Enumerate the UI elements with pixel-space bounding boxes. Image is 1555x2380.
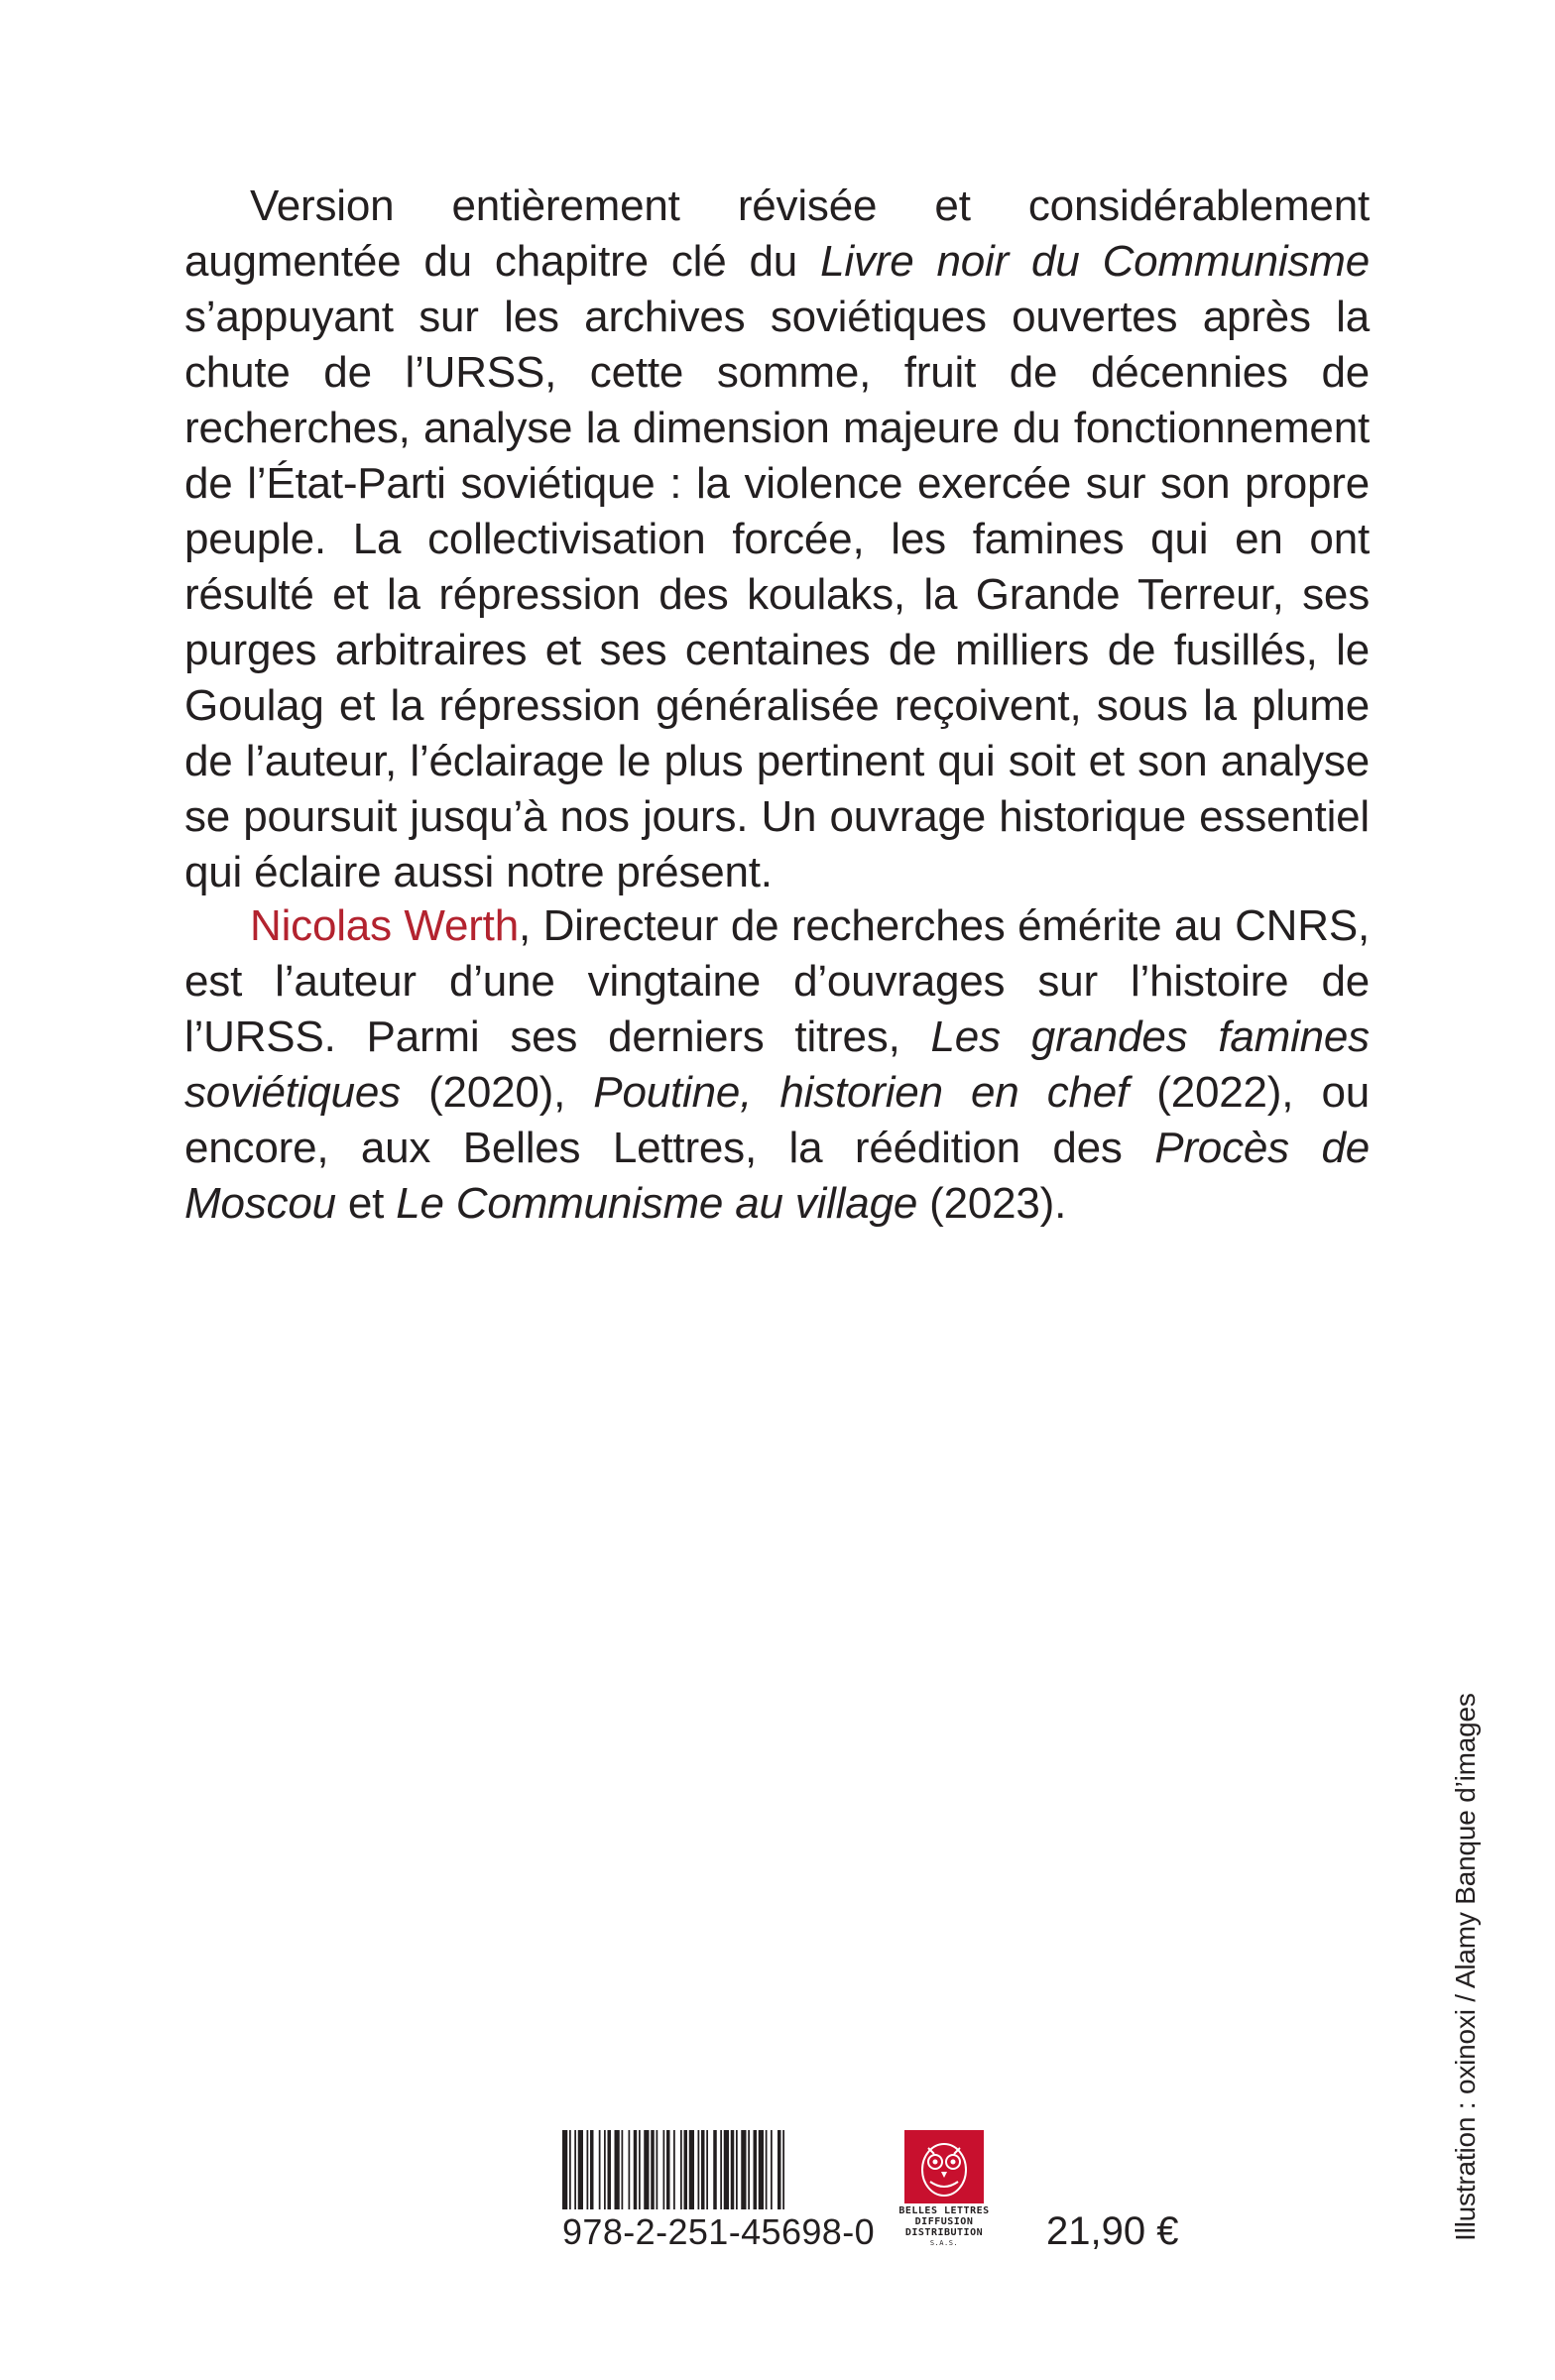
- author-bio-text: , Directeur de recherches émérite au CNRS, est l’auteur d’une vingtaine d’ouvrages sur l’histoire de l’URSS. Parmi ses derniers titres,: [184, 901, 1370, 1061]
- barcode-bar: [680, 2130, 682, 2209]
- barcode-bar: [771, 2130, 773, 2209]
- barcode-bar: [766, 2130, 768, 2209]
- distributor-line: DISTRIBUTION: [904, 2227, 984, 2238]
- distributor-line: S.A.S.: [929, 2239, 959, 2247]
- barcode-bar: [759, 2130, 764, 2209]
- author-bio-book-title: Le Communisme au village: [396, 1179, 918, 1228]
- barcode-bar: [622, 2130, 624, 2209]
- barcode-bar: [720, 2130, 722, 2209]
- barcode-bar: [615, 2130, 620, 2209]
- barcode-bar: [644, 2130, 649, 2209]
- barcode-bar: [608, 2130, 612, 2209]
- barcode-bar: [657, 2130, 658, 2209]
- barcode-bar: [562, 2130, 567, 2209]
- barcode-bar: [634, 2130, 638, 2209]
- barcode-bar: [590, 2130, 594, 2209]
- barcode-bar: [778, 2130, 781, 2209]
- distributor-line: BELLES LETTRES: [898, 2205, 990, 2216]
- barcode-bar: [741, 2130, 746, 2209]
- barcode-bar: [569, 2130, 571, 2209]
- barcode-bar: [574, 2130, 576, 2209]
- barcode-bar: [587, 2130, 589, 2209]
- barcode-bar: [639, 2130, 641, 2209]
- blurb-text: Version entièrement révisée et considérablement augmentée du chapitre clé du: [184, 181, 1370, 286]
- barcode-bar: [684, 2130, 688, 2209]
- blurb-text: s’appuyant sur les archives soviétiques ouvertes après la chute de l’URSS, cette somme, fruit de décennies de recherches, analyse la dimension majeure du fonctionnement de l’État-Parti soviétique : la violence exercée sur son propre peuple. La collectivisation forcée, les famines qui en ont résulté et la répression des koulaks, la Grande Terreur, ses purges arbitraires et ses centaines de milliers de fusillés, le Goulag et la répression généralisée reçoivent, sous la plume de l’auteur, l’éclairage le plus pertinent qui soit et son analyse se poursuit jusqu’à nos jours. Un ouvrage historique essentiel qui éclaire aussi notre présent.: [184, 293, 1370, 896]
- barcode-bar: [698, 2130, 700, 2209]
- distributor-name: [898, 2205, 990, 2249]
- barcode-bar: [663, 2130, 665, 2209]
- isbn-number: 978-2-251-45698-0: [562, 2211, 876, 2252]
- barcode-bar: [673, 2130, 675, 2209]
- illustration-credit: Illustration : oxinoxi / Alamy Banque d’images: [1450, 1693, 1481, 2241]
- author-bio-text: (2023).: [917, 1179, 1067, 1228]
- author-bio-book-title: Poutine, historien en chef: [593, 1068, 1130, 1117]
- author-bio-text: (2022), ou encore, aux Belles Lettres, la réédition des: [184, 1068, 1370, 1172]
- author-bio-book-title: Procès de Moscou: [184, 1124, 1370, 1228]
- blurb-paragraph: [184, 178, 1370, 900]
- barcode-bar: [578, 2130, 583, 2209]
- barcode-bar: [629, 2130, 631, 2209]
- barcode: [560, 2130, 902, 2209]
- barcode-bar: [666, 2130, 670, 2209]
- barcode-bars: [560, 2130, 902, 2209]
- barcode-bar: [651, 2130, 655, 2209]
- price: 21,90 €: [1046, 2209, 1179, 2253]
- barcode-bar: [731, 2130, 735, 2209]
- barcode-bar: [701, 2130, 705, 2209]
- author-bio-text: et: [335, 1179, 397, 1228]
- barcode-bar: [748, 2130, 750, 2209]
- author-bio-text: (2020),: [400, 1068, 594, 1117]
- distributor-line: DIFFUSION: [914, 2216, 974, 2227]
- owl-icon: [904, 2130, 984, 2203]
- barcode-bar: [782, 2130, 784, 2209]
- barcode-bar: [706, 2130, 708, 2209]
- barcode-bar: [754, 2130, 758, 2209]
- distributor-logo: [904, 2130, 984, 2203]
- author-name: Nicolas Werth: [250, 901, 519, 950]
- barcode-bar: [604, 2130, 606, 2209]
- blurb-book-title: Livre noir du Communisme: [820, 237, 1370, 286]
- barcode-bar: [724, 2130, 729, 2209]
- author-bio-paragraph: [184, 898, 1370, 1232]
- barcode-bar: [736, 2130, 738, 2209]
- barcode-bar: [689, 2130, 694, 2209]
- author-bio-book-title: Les grandes famines soviétiques: [184, 1012, 1370, 1117]
- barcode-bar: [713, 2130, 717, 2209]
- barcode-bar: [599, 2130, 601, 2209]
